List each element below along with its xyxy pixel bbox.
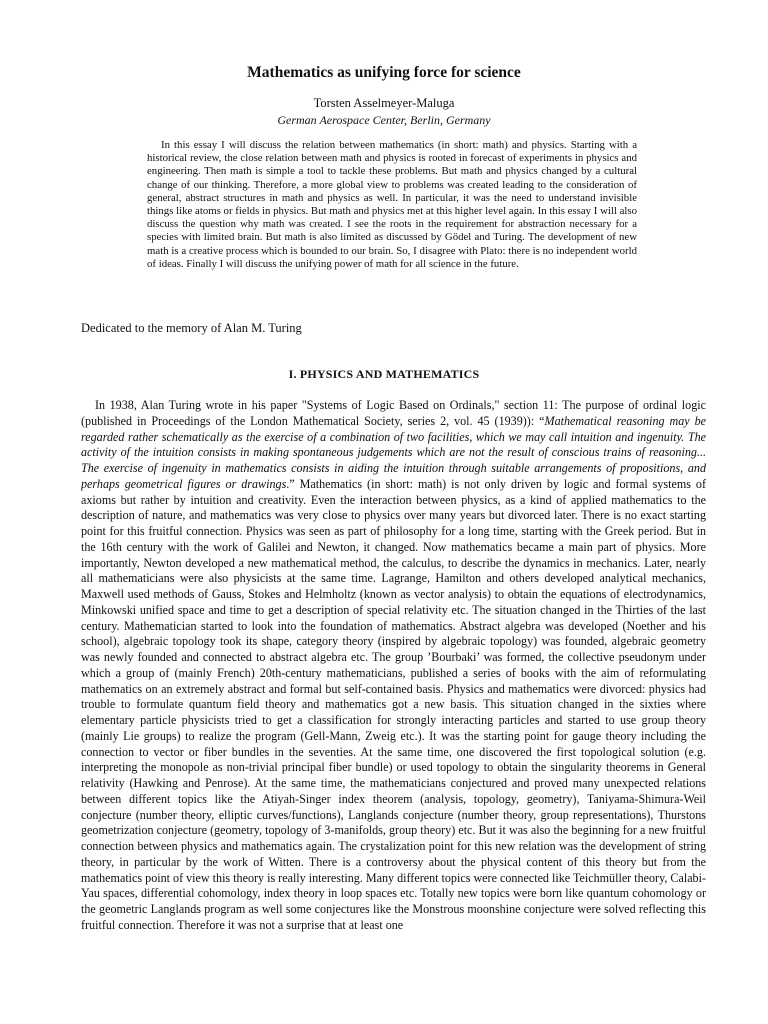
author-affiliation: German Aerospace Center, Berlin, Germany xyxy=(277,113,491,127)
paper-title: Mathematics as unifying force for science xyxy=(247,64,521,81)
section-heading: I. PHYSICS AND MATHEMATICS xyxy=(288,367,480,381)
body-continuation: .” Mathematics (in short: math) is not only driven by logic and formal systems of axioms but rather by intuition and creativity. Even the interaction between physics, as a kind of applied mathematics to the description of nature, and mathematics was very close to physics over many years but divorced later. There is no exact starting point for this fruitful connection. Physics was seen as part of philosophy for a long time, starting with the Greek period. But in the 16th century with the work of Galilei and Newton, it changed. Now mathematics became a main part of physics. More importantly, Newton developed a new mathematical method, the calculus, to describe the dynamics in mechanics. Later, nearly all mathematicians were also physicists at the same time. Lagrange, Hamilton and others developed analytical mechanics, Maxwell used methods of Gauss, Stokes and Helmholtz (known as vector analysis) to obtain the equations of electrodynamics, Minkowski unified space and time to get a description of special relativity etc. The situation changed in the Thirties of the last century. Mathematician started to look into the foundation of mathematics. Abstract algebra was developed (Noether and his school), algebraic topology took its shape, category theory (inspired by algebraic topology) was founded, algebraic geometry was newly founded and connected to abstract algebra etc. The group ’Bourbaki’ was formed, the collective pseudonym under which a group of (mainly French) 20th-century mathematicians, published a series of books with the aim of reformulating mathematics on an extremely abstract and formal but self-contained basis. Physics and mathematics were divorced: physics had trouble to formulate quantum field theory and mathematics got a new basis. This situation changed in the sixties where elementary particle physicists tried to get a classification for strongly interacting particles and started to use group theory (mainly Lie groups) to realize the program (Gell-Mann, Zweig etc.). It was the starting point for gauge theory including the connection to vector or fiber bundles in the seventies. At the same time, one discovered the first topological solution (e.g. interpreting the monopole as non-trivial principal fiber bundle) or used topology to obtain the singularity theorems in General relativity (Hawking and Penrose). At the same time, the mathematicians conjectured and proved many unexpected relations between different topics like the Atiyah-Singer index theorem (analysis, topology, geometry), Taniyama-Shimura-Weil conjecture (number theory, elliptic curves/functions), Langlands conjecture (number theory, group representations), Thurstons geometrization conjecture (geometry, topology of 3-manifolds, group theory) etc. But it was also the beginning for a new fruitful connection between physics and mathematics again. The crystalization point for this new relation was the development of string theory, in particular by the work of Witten. There is a controversy about the physical content of this theory but from the mathematics point of view this theory is really interesting. Many different topics were connected like Teichmüller theory, Calabi-Yau spaces, differential cohomology, index theory in loop spaces etc. Totally new topics were born like quantum cohomology or the geometric Langlands program as well some conjectures like the Monstrous moonshine conjecture were solved reflecting this fruitful connection. Therefore it was not a surprise that at least one xyxy=(81,476,706,932)
body-intro: In 1938, Alan Turing wrote in his paper "Systems of Logic Based on Ordinals," section 11: The purpose of ordinal logic (published in Proceedings of the London Mathematical Society, series 2, vol. 45 (1939)): “ xyxy=(81,398,706,428)
turing-quote: Mathematical reasoning may be regarded rather schematically as the exercise of a combination of two facilities, which we may call intuition and ingenuity. The activity of the intuition consists in making spontaneous judgements which are not the result of conscious trains of reasoning... The exercise of ingenuity in mathematics consists in aiding the intuition through suitable arrangements of propositions, and perhaps geometrical figures or drawings xyxy=(81,413,706,491)
dedication: Dedicated to the memory of Alan M. Turing xyxy=(81,321,302,335)
abstract: In this essay I will discuss the relation between mathematics (in short: math) and physics. Starting with a historical review, the close relation between math and physics is rooted in forecast of experiments in physics and engineering. Then math is simple a tool to tackle these problems. But math and physics changed by a cultural change of our thinking. Therefore, a more global view to problems was created leading to the consideration of general, abstract structures in math and physics as well. In particular, it was the need to understand invisible things like atoms or fields in physics. But math and physics met at this higher level again. In this essay I will also discuss the question why math was created. I see the roots in the requirement for abstraction necessary for a species with limited brain. But math is also limited as discussed by Gödel and Turing. The development of new math is a creative process which is bounded to our brain. So, I disagree with Plato: there is no independent world of ideas. Finally I will discuss the unifying power of math for all science in the future. xyxy=(147,139,637,270)
body-paragraph xyxy=(81,398,706,934)
section-body xyxy=(81,398,706,938)
author-name: Torsten Asselmeyer-Maluga xyxy=(313,96,455,110)
